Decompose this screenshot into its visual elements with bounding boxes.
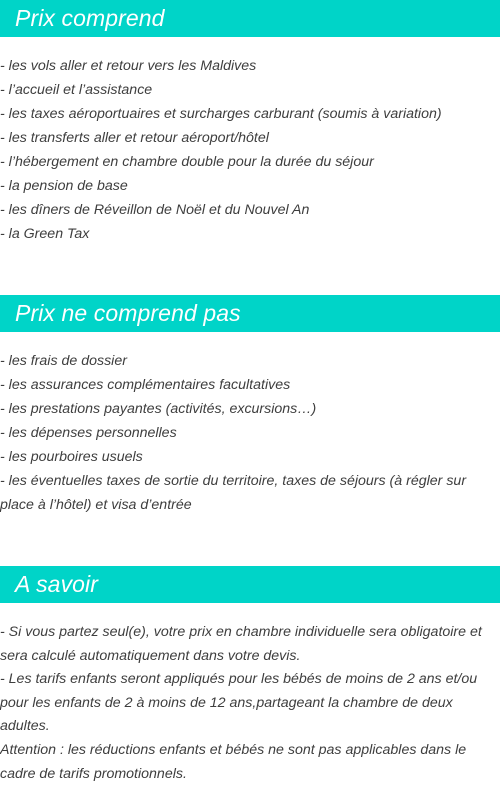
list-item: - la pension de base [0,178,128,194]
section-title: A savoir [15,571,99,597]
section-title: Prix comprend [15,5,165,31]
section-prix-comprend [0,0,500,246]
list-item: - les vols aller et retour vers les Maldives [0,58,257,74]
section-prix-ne-comprend-pas [0,295,500,517]
section-a-savoir [0,566,500,786]
section-header [0,566,500,603]
notes-block [0,621,500,786]
list-item: - l’hébergement en chambre double pour la durée du séjour [0,154,374,170]
list-item: - les frais de dossier [0,353,127,369]
excluded-list [0,349,500,517]
list-item: - l’accueil et l’assistance [0,82,153,98]
note-paragraph: - Si vous partez seul(e), votre prix en chambre individuelle sera obligatoire et sera calculé automatiquement dans votre devis. [0,624,482,664]
list-item: - la Green Tax [0,226,90,242]
section-header [0,295,500,332]
list-item: - les dépenses personnelles [0,425,177,441]
list-item: - les éventuelles taxes de sortie du territoire, taxes de séjours (à régler sur place à l’hôtel) et visa d’entrée [0,473,467,513]
list-item: - les transferts aller et retour aéroport/hôtel [0,130,269,146]
note-paragraph: Attention : les réductions enfants et bébés ne sont pas applicables dans le cadre de tarifs promotionnels. [0,741,467,782]
section-header [0,0,500,37]
section-title: Prix ne comprend pas [15,300,241,326]
included-list [0,54,500,246]
list-item: - les taxes aéroportuaires et surcharges carburant (soumis à variation) [0,106,442,122]
note-paragraph: - Les tarifs enfants seront appliqués pour les bébés de moins de 2 ans et/ou pour les enfants de 2 à moins de 12 ans,partageant la chambre de deux adultes. [0,671,478,735]
list-item: - les prestations payantes (activités, excursions…) [0,401,317,417]
list-item: - les dîners de Réveillon de Noël et du Nouvel An [0,202,310,218]
list-item: - les pourboires usuels [0,449,143,465]
list-item: - les assurances complémentaires facultatives [0,377,291,393]
